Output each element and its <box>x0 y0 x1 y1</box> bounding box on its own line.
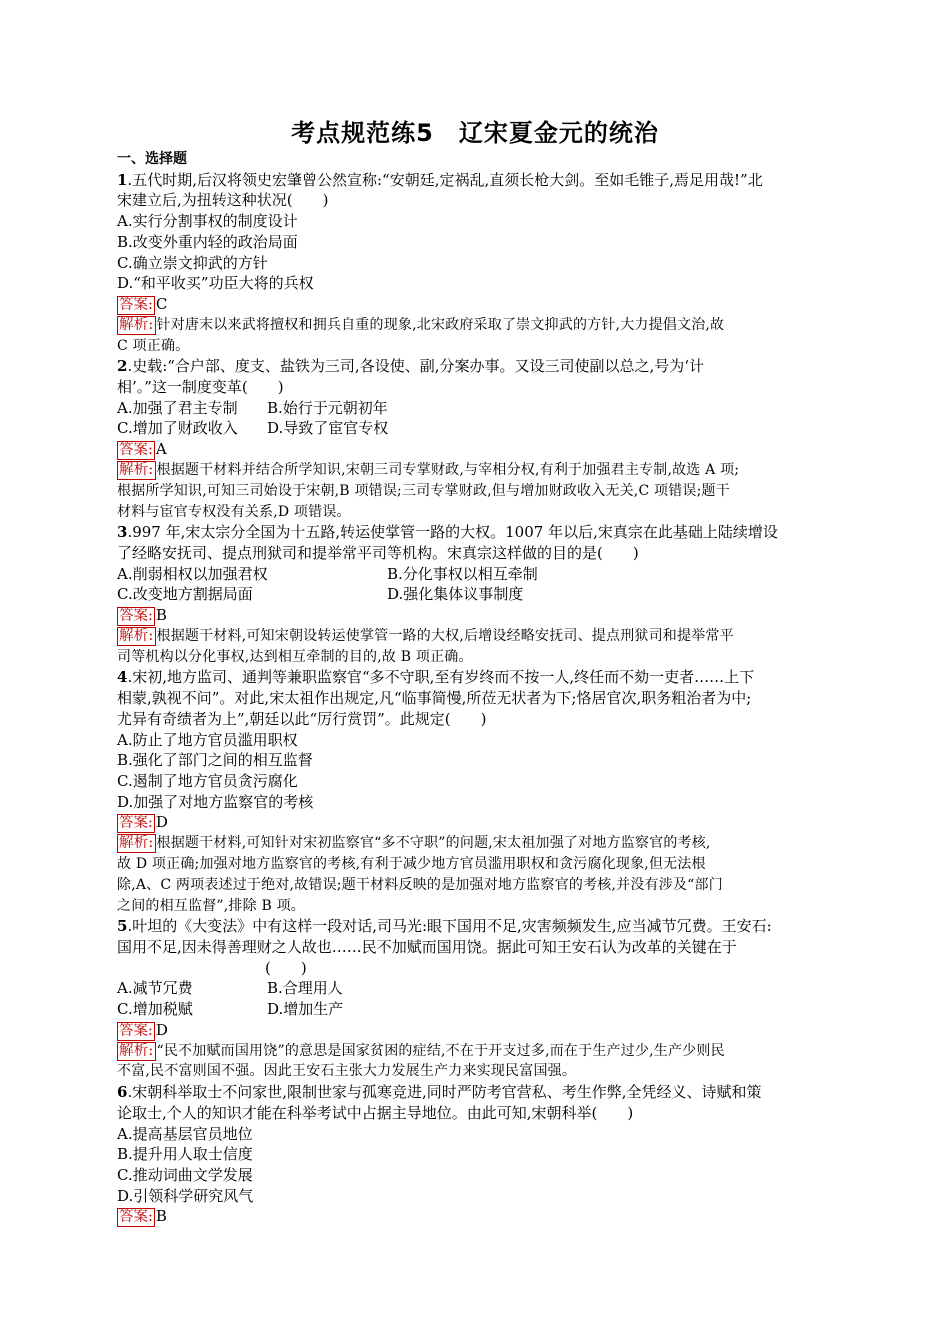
question-stem-line: 相’。”这一制度变革( ) <box>117 378 284 397</box>
question-1 <box>117 170 832 357</box>
question-4 <box>117 667 832 916</box>
question-stem-line: 国用不足,因未得善理财之人故也……民不加赋而国用饶。据此可知王安石认为改革的关键在于 <box>117 937 737 956</box>
question-stem-line: 4.宋初,地方监司、通判等兼职监察官“多不守职,至有岁终而不按一人,终任而不劾一吏者……上下 <box>117 668 755 687</box>
question-stem-line: 1.五代时期,后汉将领史宏肇曾公然宣称:“安朝廷,定祸乱,直须长枪大剑。至如毛锥子,焉足用哉!”北 <box>117 170 763 189</box>
page-title: 考点规范练5 辽宋夏金元的统治 <box>291 119 659 147</box>
question-number: 3 <box>117 523 128 542</box>
answer-line <box>117 1206 832 1227</box>
answer-line <box>117 439 832 460</box>
answer-value: D <box>155 1020 168 1039</box>
analysis-line: 解析: 根据题干材料并结合所学知识,宋朝三司专掌财政,与宰相分权,有利于加强君主专制,故选 A 项; <box>119 462 740 479</box>
analysis-line: 解析: 针对唐末以来武将擅权和拥兵自重的现象,北宋政府采取了崇文抑武的方针,大力提倡文治,故 <box>119 316 725 333</box>
option-row <box>117 418 832 439</box>
question-stem-line: 论取士,个人的知识才能在科举考试中占据主导地位。由此可知,宋朝科举( ) <box>117 1103 634 1122</box>
answer-tag: 答案: <box>119 442 153 459</box>
option-b: B.强化了部门之间的相互监督 <box>117 751 313 770</box>
answer-line <box>117 1020 832 1041</box>
option-d: D.增加生产 <box>267 1000 344 1019</box>
analysis-tag: 解析: <box>119 462 154 479</box>
answer-value: B <box>155 606 167 625</box>
question-3 <box>117 522 832 667</box>
answer-line <box>117 294 832 315</box>
question-number: 5 <box>117 917 128 936</box>
option-a: A.实行分割事权的制度设计 <box>117 212 298 231</box>
question-2 <box>117 356 832 522</box>
analysis-line: 解析: 根据题干材料,可知针对宋初监察官“多不守职”的问题,宋太祖加强了对地方监察官的考核, <box>119 835 711 852</box>
option-d: D.导致了宦官专权 <box>267 419 389 438</box>
question-stem-line: 2.史载:“合户部、度支、盐铁为三司,各设使、副,分案办事。又设三司使副以总之,号为‘计 <box>117 357 705 376</box>
question-number: 4 <box>117 668 128 687</box>
option-row <box>117 999 832 1020</box>
option-row <box>117 978 832 999</box>
question-stem-line: 3.997 年,宋太宗分全国为十五路,转运使掌管一路的大权。1007 年以后,宋真宗在此基础上陆续增设 <box>117 523 778 542</box>
analysis-line: 之间的相互监督”,排除 B 项。 <box>117 897 305 914</box>
question-6 <box>117 1082 832 1227</box>
answer-tag: 答案: <box>119 1022 153 1039</box>
option-d: D.强化集体议事制度 <box>387 585 524 604</box>
option-d: D.加强了对地方监察官的考核 <box>117 792 314 811</box>
option-a: A.提高基层官员地位 <box>117 1124 253 1143</box>
option-a: A.防止了地方官员滥用职权 <box>117 730 298 749</box>
option-row <box>117 584 832 605</box>
option-a: A.减节冗费 <box>117 979 193 998</box>
analysis-line: 解析: 根据题干材料,可知宋朝设转运使掌管一路的大权,后增设经略安抚司、提点刑狱司和提举常平 <box>119 628 734 645</box>
question-stem-line: ( ) <box>265 958 307 977</box>
option-b: B.改变外重内轻的政治局面 <box>117 232 298 251</box>
option-a: A.加强了君主专制 <box>117 398 238 417</box>
answer-line <box>117 605 832 626</box>
analysis-tag: 解析: <box>119 316 154 333</box>
answer-value: D <box>155 813 168 832</box>
question-stem-line: 了经略安抚司、提点刑狱司和提举常平司等机构。宋真宗这样做的目的是( ) <box>117 543 639 562</box>
question-number: 1 <box>117 170 128 189</box>
analysis-line: 不富,民不富则国不强。因此王安石主张大力发展生产力来实现民富国强。 <box>117 1063 577 1080</box>
section-heading: 一、选择题 <box>117 151 187 167</box>
answer-tag: 答案: <box>119 296 153 313</box>
question-number: 6 <box>117 1083 128 1102</box>
option-a: A.削弱相权以加强君权 <box>117 564 268 583</box>
question-stem-line: 尤异有奇绩者为上”,朝廷以此“厉行赏罚”。此规定( ) <box>117 709 487 728</box>
analysis-line: 故 D 项正确;加强对地方监察官的考核,有利于减少地方官员滥用职权和贪污腐化现象,但无法根 <box>117 856 706 873</box>
option-b: B.分化事权以相互牵制 <box>387 564 538 583</box>
analysis-line: 除,A、C 两项表述过于绝对,故错误;题干材料反映的是加强对地方监察官的考核,并没有涉及“部门 <box>117 876 723 893</box>
question-stem-line: 5.叶坦的《大变法》中有这样一段对话,司马光:眼下国用不足,灾害频频发生,应当减节冗费。王安石: <box>117 917 772 936</box>
analysis-tag: 解析: <box>119 628 154 645</box>
option-d: D.“和平收买”功臣大将的兵权 <box>117 274 314 293</box>
question-number: 2 <box>117 357 128 376</box>
option-b: B.提升用人取士信度 <box>117 1145 253 1164</box>
answer-value: A <box>155 440 167 459</box>
analysis-line: 材料与宦官专权没有关系,D 项错误。 <box>117 503 351 520</box>
question-stem-line: 宋建立后,为扭转这种状况( ) <box>117 191 329 210</box>
option-c: C.增加税赋 <box>117 1000 193 1019</box>
analysis-line: C 项正确。 <box>117 337 190 354</box>
option-d: D.引领科学研究风气 <box>117 1186 254 1205</box>
analysis-line: 解析: “民不加赋而国用饶”的意思是国家贫困的症结,不在于开支过多,而在于生产过少,生产少则民 <box>119 1042 725 1059</box>
question-stem-line: 6.宋朝科举取士不问家世,限制世家与孤寒竞进,同时严防考官营私、考生作弊,全凭经义、诗赋和策 <box>117 1083 762 1102</box>
answer-value: B <box>155 1207 167 1226</box>
option-c: C.确立崇文抑武的方针 <box>117 253 268 272</box>
document-body <box>117 149 832 1227</box>
option-row <box>117 398 832 419</box>
answer-line <box>117 812 832 833</box>
option-c: C.遏制了地方官员贪污腐化 <box>117 771 298 790</box>
option-c: C.推动词曲文学发展 <box>117 1165 253 1184</box>
question-stem-line: 相蒙,孰视不问”。对此,宋太祖作出规定,凡“临事简慢,所莅无状者为下;恪居官次,职务粗治者为中; <box>117 689 752 708</box>
answer-tag: 答案: <box>119 815 153 832</box>
option-c: C.改变地方割据局面 <box>117 585 253 604</box>
analysis-line: 根据所学知识,可知三司始设于宋朝,B 项错误;三司专掌财政,但与增加财政收入无关,C 项错误;题干 <box>117 482 730 499</box>
analysis-line: 司等机构以分化事权,达到相互牵制的目的,故 B 项正确。 <box>117 648 473 665</box>
answer-tag: 答案: <box>119 1209 153 1226</box>
option-b: B.始行于元朝初年 <box>267 398 388 417</box>
question-5 <box>117 916 832 1082</box>
answer-tag: 答案: <box>119 608 153 625</box>
option-c: C.增加了财政收入 <box>117 419 238 438</box>
option-row <box>117 564 832 585</box>
option-b: B.合理用人 <box>267 979 343 998</box>
analysis-tag: 解析: <box>119 835 154 852</box>
analysis-tag: 解析: <box>119 1042 154 1059</box>
answer-value: C <box>155 294 168 313</box>
